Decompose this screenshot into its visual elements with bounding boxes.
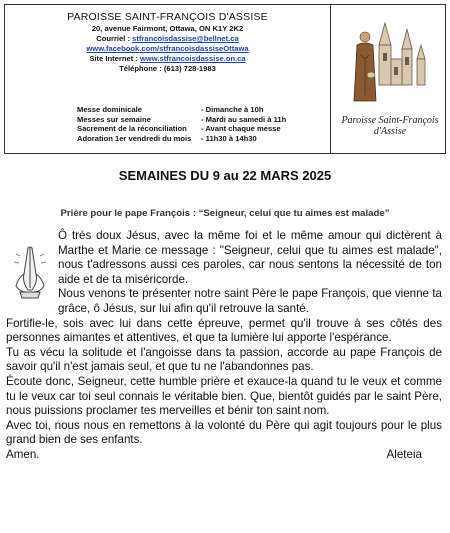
amen-text: Amen.: [6, 447, 40, 461]
prayer-paragraph: Fortifie-le, sois avec lui dans cette épreuve, permet qu'il trouve à ses côtés des personnes aimantes et attentives, et que ta lumière lui apporte l'espérance.: [6, 316, 442, 345]
prayer-signoff: [6, 448, 422, 463]
contact-block: [5, 11, 330, 74]
schedule-value: - 11h30 à 14h30: [201, 133, 257, 143]
source-credit: Aleteia: [386, 447, 422, 461]
prayer-paragraph: Ô très doux Jésus, avec la même foi et le même amour qui dictèrent à Marthe et Marie ce message : "Seigneur, celui que tu aimes est malade", nous t'adressons aussi ces paroles, car nous sentons la nécessité de ton aide et de ta miséricorde.: [58, 229, 442, 286]
parish-logo: [335, 15, 445, 147]
schedule-list: [77, 105, 286, 143]
address: 20, avenue Fairmont, Ottawa, ON K1Y 2K2: [91, 24, 244, 33]
prayer-text: [6, 229, 442, 463]
facebook-link[interactable]: www.facebook.com/stfrancoisdassiseOttawa: [86, 44, 249, 53]
prayer-paragraph: Écoute donc, Seigneur, cette humble prière et exauce-la quand tu le veux et comme tu le veux car toi seul connais le véritable bien. Que, bientôt guidés par le saint Père, nous puissions proclamer tes merveilles et bénir ton saint nom.: [6, 374, 442, 418]
prayer-paragraph: Nous venons te présenter notre saint Père le pape François, que vienne ta grâce, ô Jésus, sur lui afin qu'il retrouve la santé.: [58, 287, 442, 315]
phone-label: Téléphone :: [119, 64, 164, 73]
logo-caption: Paroisse Saint-François d'Assise: [341, 115, 439, 137]
header-divider: [330, 5, 331, 153]
schedule-row: [77, 105, 286, 115]
schedule-label: Messes sur semaine: [77, 114, 151, 124]
phone-line: [5, 64, 330, 74]
parish-header: [4, 4, 446, 154]
website-link[interactable]: www.stfrancoisdassise.on.ca: [139, 54, 246, 63]
website-line: [5, 54, 330, 64]
website-label: Site Internet :: [89, 54, 140, 63]
phone-number: (613) 728-1983: [163, 64, 216, 73]
schedule-value: - Dimanche à 10h: [201, 105, 264, 114]
schedule-value: - Mardi au samedi à 11h: [201, 114, 287, 124]
weeks-title: SEMAINES DU 9 au 22 MARS 2025: [118, 168, 332, 183]
parish-name: PAROISSE SAINT-FRANÇOIS D'ASSISE: [67, 11, 268, 23]
facebook-line: [5, 44, 330, 54]
schedule-value: - Avant chaque messe: [201, 124, 281, 134]
schedule-label: Sacrement de la réconciliation: [77, 124, 187, 134]
prayer-title: Prière pour le pape François : “Seigneur, celui que tu aimes est malade”: [60, 208, 390, 219]
schedule-row: [77, 134, 286, 144]
schedule-row: [77, 115, 286, 125]
email-line: [5, 34, 330, 44]
email-label: Courriel :: [96, 34, 133, 43]
schedule-row: [77, 124, 286, 134]
saint-francis-church-icon: [335, 15, 445, 115]
schedule-label: Messe dominicale: [77, 105, 142, 114]
prayer-paragraph: Tu as vécu la solitude et l'angoisse dans ta passion, accorde au pape François de savoir qu'il n'est jamais seul, et que tu ne l'abandonnes pas.: [6, 345, 442, 374]
schedule-label: Adoration 1er vendredi du mois: [77, 133, 192, 143]
email-link[interactable]: stfrancoisdassise@bellnet.ca: [132, 34, 239, 43]
prayer-paragraph: Avec toi, nous nous en remettons à la volonté du Père qui agit toujours pour le plus grand bien de ses enfants.: [6, 418, 442, 447]
